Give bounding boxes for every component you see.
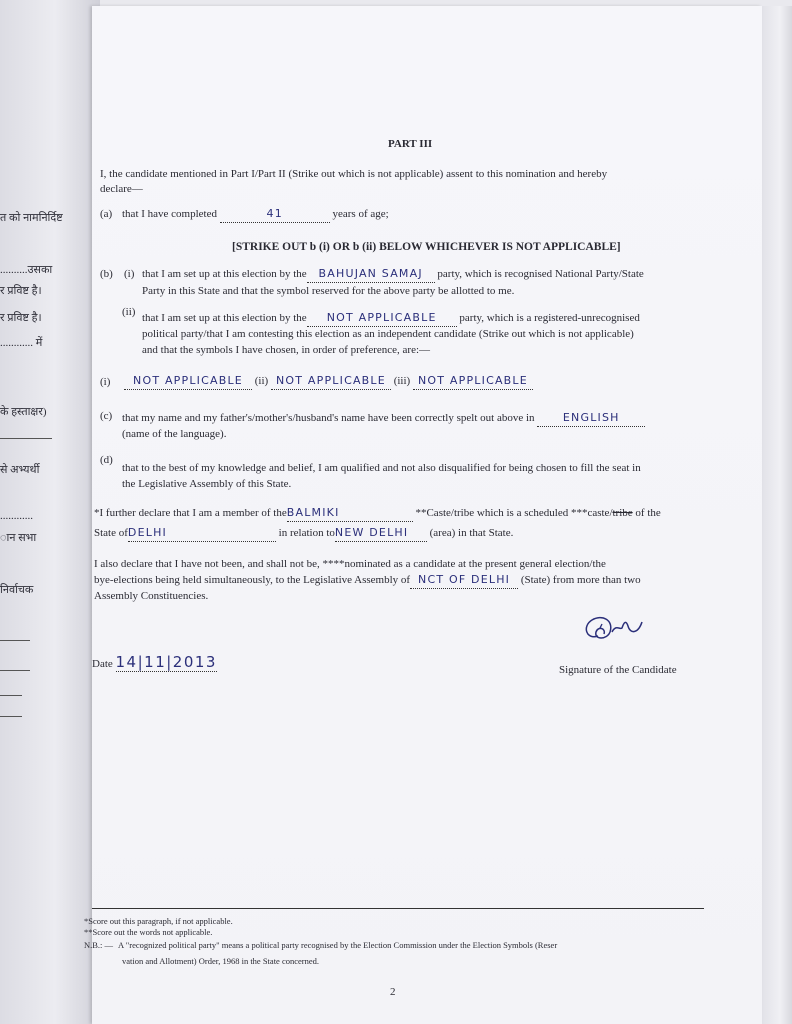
page-number: 2 [390,986,396,998]
left-page-rule [0,640,30,641]
symbols-marker-ii: (ii) [254,375,269,387]
left-facing-page [0,0,100,1024]
clause-a-prefix: that I have completed [122,208,217,220]
state-value: DELHI [128,525,276,542]
strike-heading: [STRIKE OUT b (i) OR b (ii) BELOW WHICHEVER IS NOT APPLICABLE] [232,241,621,253]
left-page-line: निर्वाचक [0,584,34,596]
footnote-nb-line2: vation and Allotment) Order, 1968 in the State concerned. [122,956,319,966]
left-page-line: ान सभा [0,532,37,544]
clause-d-marker: (d) [100,454,113,466]
left-page-line: से अभ्यर्थी [0,464,40,476]
footnote-2: **Score out the words not applicable. [84,927,213,937]
left-page-line: ............ [0,510,33,522]
caste-value: BALMIKI [287,505,413,522]
left-page-line: त को नामनिर्दिष्ट [0,212,63,224]
intro-line: I, the candidate mentioned in Part I/Part II (Strike out which is not applicable) assent to this nomination and hereby [100,168,608,180]
also-prefix: bye-elections being held simultaneously, to the Legislative Assembly of [94,574,411,586]
caste-end: of the [635,507,661,519]
footnote-nb-line1: A "recognized political party" means a political party recognised by the Election Commission under the Election Symbols (Reser [118,940,558,950]
state-prefix: State of [94,527,128,539]
clause-a [122,206,389,223]
clause-b-marker: (b) [100,268,113,280]
also-line3: Assembly Constituencies. [94,590,209,602]
footnote-1: *Score out this paragraph, if not applicable. [84,916,233,926]
date-line [92,654,217,672]
symbol-2: NOT APPLICABLE [271,373,391,390]
part-title: PART III [388,138,433,150]
left-page-line: र प्रविष्ट है। [0,285,42,297]
state-line [94,525,513,542]
clause-bii-line2: political party/that I am contesting this election as an independent candidate (Strike out which is not applicable) [142,328,634,340]
left-page-line: ............ में [0,337,43,349]
clause-bi-prefix: that I am set up at this election by the [142,268,307,280]
relation-text: in relation to [278,527,335,539]
footnote-rule [92,908,704,909]
also-line2 [94,572,641,589]
assembly-state-value: NCT OF DELHI [410,572,518,589]
language-value: ENGLISH [537,410,645,427]
clause-bi [142,266,644,283]
age-value: 41 [220,206,330,223]
clause-bii-prefix: that I am set up at this election by the [142,312,307,324]
clause-bii-line3: and that the symbols I have chosen, in order of preference, are:— [142,344,431,356]
date-value: 14|11|2013 [115,653,217,671]
area-value: NEW DELHI [335,525,427,542]
area-suffix: (area) in that State. [429,527,514,539]
caste-prefix: *I further declare that I am a member of the [94,507,287,519]
also-line1: I also declare that I have not been, and shall not be, ****nominated as a candidate at the present general election/the [94,558,606,570]
clause-a-suffix: years of age; [332,208,389,220]
party-value-ii: NOT APPLICABLE [307,310,457,327]
clause-bi-marker: (i) [124,268,135,280]
caste-struck: tribe [612,507,633,519]
date-label: Date [92,658,113,670]
left-page-line: के हस्ताक्षर) [0,406,47,418]
left-page-line: र प्रविष्ट है। [0,312,42,324]
symbol-3: NOT APPLICABLE [413,373,533,390]
symbols-list [124,373,533,390]
clause-c [122,410,645,427]
clause-a-marker: (a) [100,208,113,220]
clause-d-line1: that to the best of my knowledge and belief, I am qualified and not also disqualified for being chosen to fill the seat in [122,462,641,474]
symbol-1: NOT APPLICABLE [124,373,252,390]
clause-bii [142,310,640,327]
clause-c-marker: (c) [100,410,113,422]
page-edge [762,6,792,1024]
also-suffix: (State) from more than two [520,574,641,586]
clause-c-prefix: that my name and my father's/mother's/husband's name have been correctly spelt out above in [122,412,535,424]
left-page-rule [0,716,22,717]
signature-label: Signature of the Candidate [559,664,677,676]
party-value: BAHUJAN SAMAJ [307,266,435,283]
left-page-rule [0,438,52,439]
clause-d-line2: the Legislative Assembly of this State. [122,478,292,490]
signature-mark [580,610,650,650]
intro-line: declare— [100,183,143,195]
symbols-marker-iii: (iii) [393,375,411,387]
clause-bii-suffix: party, which is a registered-unrecognised [459,312,640,324]
symbols-marker-i: (i) [100,376,111,388]
document-page [84,6,762,1024]
caste-line [94,505,661,522]
left-page-rule [0,670,30,671]
clause-c-line2: (name of the language). [122,428,227,440]
clause-bi-suffix: party, which is recognised National Party/State [437,268,644,280]
footnote-nb-marker: N.B.: — [84,940,114,950]
left-page-rule [0,695,22,696]
clause-bii-marker: (ii) [122,306,136,318]
left-page-line: ..........उसका [0,264,53,276]
clause-bi-line2: Party in this State and that the symbol reserved for the above party be allotted to me. [142,285,515,297]
caste-middle: **Caste/tribe which is a scheduled ***caste/ [415,507,613,519]
